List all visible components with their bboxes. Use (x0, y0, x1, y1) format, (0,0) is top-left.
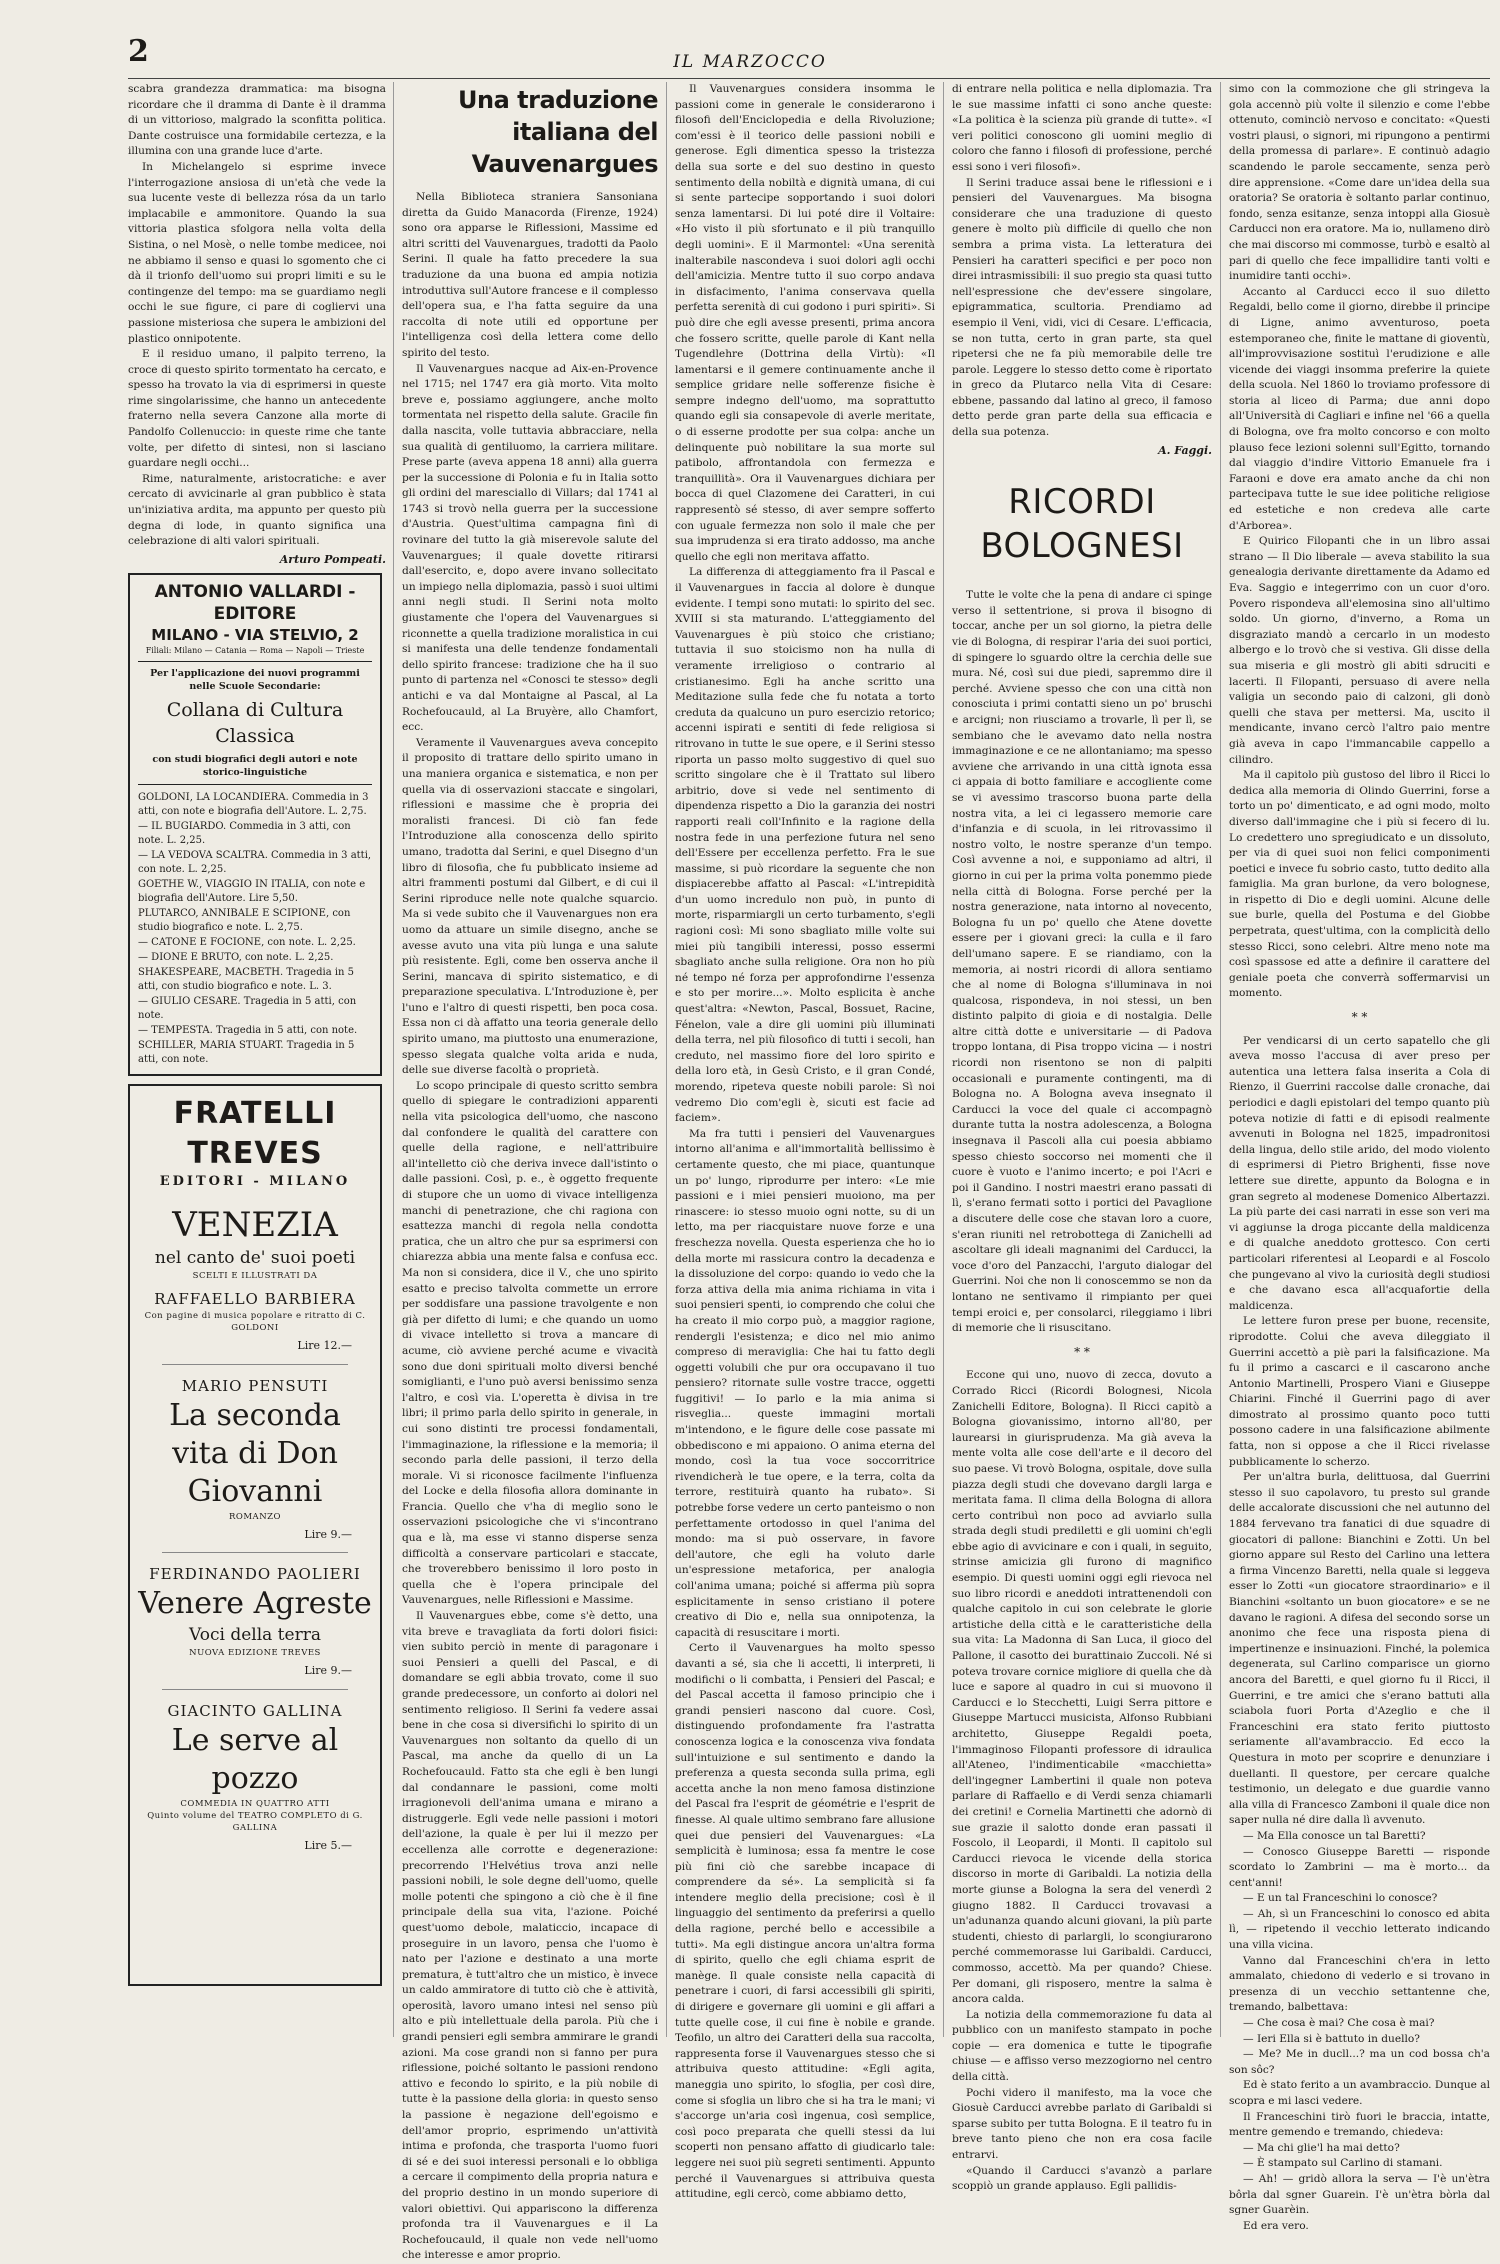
section-separator: * * (1074, 1344, 1090, 1359)
paragraph: In Michelangelo si esprime invece l'interrogazione ansiosa di un'età che vede la sua lucente veste di bellezza rósa da un tarlo implacabile e ammonitore. Quando la sua vittoria plastica sfolgora nella volta della Sistina, o nel Mosè, o nelle tombe medicee, noi ne abbiamo il senso e quasi lo sgomento che ci dà il trionfo dell'uomo sui propri limiti e su le contingenze del tempo: ma se guardiamo negli occhi le sue figure, ci pare di cogliervi una passione misteriosa che supera le ambizioni del plastico onnipotente. (128, 160, 386, 345)
paragraph: Accanto al Carducci ecco il suo diletto Regaldi, bello come il giorno, direbbe il principe di Ligne, animo avventuroso, poeta estemporaneo che, finite le mattane di gioventù, all'improvvisazione sostituì l'erudizione e alle vicende dei viaggi insomma preferire la quiete della scuola. Nel 1860 lo troviamo professore di storia al liceo di Parma; due anni dopo all'Università di Cagliari e infine nel '66 a quella di Bologna, ove fra molto concorso e con molto plauso fece lezioni solenni sull'Egitto, tornando dal viaggio d'indire Vittorio Emanuele fra i Faraoni e dove era amato anche da chi non partecipava tutte le sue idee politiche religiose ed estetiche e non credeva alle carte d'Arborea». (1229, 285, 1490, 532)
paragraph: Eccone qui uno, nuovo di zecca, dovuto a Corrado Ricci (Ricordi Bolognesi, Nicola Zanichelli Editore, Bologna). Il Ricci capitò a Bologna giovanissimo, intorno all'80, per laurearsi in giurisprudenza. Ma già aveva la mente volta alle cose dell'arte e il decoro del suo paese. Vi trovò Bologna, ospitale, dove sulla piazza degli studi che dovevano dargli larga e meritata fama. Il clima della Bologna di allora certo contribuì non poco ad avviarlo sulla strada degli studi prediletti e gli uomini ch'egli ebbe agio di avvicinare e con i quali, in seguito, strinse amicizia gli furono di magnifico esempio. Di questi uomini oggi egli rievoca nel suo libro ricordi e aneddoti intrattenendoli con qualche capitolo in cui son celebrate le glorie artistiche della città e le caratteristiche della sua vita: La Madonna di San Luca, il gioco del Pallone, il casotto dei burattinaio Zuccoli. Né si poteva trovare cornice migliore di quella che dà luce e sapore al quadro in cui si muovono il Carducci e lo Stecchetti, Luigi Serra pittore e Giuseppe Martucci musicista, Alfonso Rubbiani architetto, Giuseppe Regaldi poeta, l'immaginoso Filopanti professore di idraulica all'Ateneo, l'indimenticabile «macchietta» dell'ingegner Lambertini il quale non poteva parlare di Raffaello e di Verdi senza chiamarli dei cretini! e Cornelia Martinetti che adornò di sue grazie il salotto donde eran passati il Foscolo, il Leopardi, il Monti. Il capitolo sul Carducci rievoca le vicende della storica discorso in morte di Garibaldi. La notizia della morte giunse a Bologna la sera del venerdì 2 giugno 1882. Il Carducci trovavasi a un'adunanza quando alcuni giovani, la più parte studenti, chiesto di parlargli, lo scongiurarono perché commemorasse lui Garibaldi. Carducci, commosso, accettò. Ma per quando? Chiese. Per domani, gli risposero, mentre la salma è ancora calda. (952, 1369, 1212, 2006)
book-note: ROMANZO (228, 1511, 282, 1522)
column-4 (952, 82, 1212, 2193)
ad-divider (138, 784, 372, 785)
vallardi-subtitle: con studi biografici degli autori e note storico-linguistiche (152, 754, 358, 779)
book-subtitle: Voci della terra (189, 1625, 321, 1646)
paragraph: Certo il Vauvenargues ha molto spesso davanti a sé, sia che li accetti, li interpreti, li modifichi o li combatta, i Pensieri del Pascal; e del Pascal accetta il famoso principio che i grandi pensieri nascono dal cuore. Così, distinguendo profondamente fra l'astratta conoscenza logica e la conoscenza viva fondata sull'intuizione e sul sentimento e dando la preferenza a questa seconda sulla prima, egli accetta anche la non meno famosa distinzione del Pascal fra l'esprit de géométrie e l'esprit de finesse. Al quale ultimo sembrano fare allusione quei due pensieri del Vauvenargues: «La semplicità è luminosa; essa fa mentre le cose più fini ciò che sarebbe incapace di comprendere da sé». La semplicità si fa intendere meglio della precisione; così è il linguaggio del sentimento da preferirsi a quello della ragione, perché bello e accessibile a tutti». Ma egli distingue ancora un'altra forma di spirito, quello che egli chiama esprit de manège. Il quale consiste nella capacità di penetrare i cuori, di farsi accessibili gli spiriti, di dirigere e governare gli uomini e gli affari a tutte quelle cose, il cui fine è nobile e grande. Teofilo, un altro dei Caratteri della sua raccolta, rappresenta forse il Vauvenargues stesso che si attribuiva questo attitudine: «Egli agita, maneggia uno spirito, lo sfoglia, per così dire, come si sfoglia un libro che si ha tra le mani; vi s'accorge un'aria così ingenua, così semplice, così poco preparata che quelli stessi da lui scoperti non pensano affatto di giudicarlo tale: leggere nei suoi più segreti sentimenti. Appunto perché il Vauvenargues si attribuiva questa attitudine, egli cercò, come abbiamo detto, (675, 1642, 935, 2201)
paragraph: Il Vauvenargues nacque ad Aix-en-Provence nel 1715; nel 1747 era già morto. Vita molto breve e, possiamo aggiungere, anche molto tormentata nel rispetto della salute. Gracile fin dalla nascita, volle tuttavia abbracciare, nella sua qualità di gentiluomo, la carriera militare. Prese parte (aveva appena 18 anni) alla guerra per la successione di Polonia e fu in Italia sotto gli ordini del maresciallo di Villars; dal 1741 al 1743 si trovò nella guerra per la successione d'Austria. Quest'ultima campagna finì di rovinare del tutto la già miserevole salute del Vauvenargues; il quale dovette ritirarsi dall'esercito, e, dopo avere invano sollecitato un impiego nella diplomazia, passò i suoi ultimi anni negli studi. Il Serini nota molto giustamente che l'opera del Vauvenargues si riconnette a quella tradizione moralistica in cui si manifesta una delle tendenze fondamentali dello spirito francese: tradizione che ha il suo punto di partenza nel «Conosci te stesso» degli antichi e va dal Montaigne al Pascal, al La Rochefoucauld, al La Bruyère, allo Chamfort, ecc. (402, 362, 658, 734)
column-divider (393, 82, 394, 2037)
list-item: — DIONE E BRUTO, con note. L. 2,25. (138, 952, 334, 964)
paragraph: scabra grandezza drammatica: ma bisogna ricordare che il dramma di Dante è il dramma di un vittorioso, malgrado la sconfitta politica. Dante costruisce una formidabile certezza, e la illumina con una grande luce d'arte. (128, 83, 386, 158)
column-divider (943, 82, 944, 2037)
author-signature: A. Faggi. (1158, 443, 1212, 457)
list-item: GOETHE W., VIAGGIO IN ITALIA, con note e biografia dell'Autore. Lire 5,50. (138, 879, 366, 905)
list-item: — CATONE E FOCIONE, con note. L. 2,25. (138, 937, 356, 949)
paragraph: Il Serini traduce assai bene le riflessioni e i pensieri del Vauvenargues. Ma bisogna considerare che una traduzione di questo genere è molto più difficile di quello che non sembra a prima vista. La letteratura dei Pensieri ha caratteri specifici e per poco non direi intrasmissibili: il suo pregio sta quasi tutto nell'espressione che dev'essere singolare, epigrammatica, scultoria. Prendiamo ad esempio il Veni, vidi, vici di Cesare. L'efficacia, se non tutta, certo in gran parte, sta quel ripetersi che ne fa più memorabile delle tre parole. Leggere lo stesso detto come è riportato in greco da Plutarco nella Vita di Cesare: ebbene, passando dal latino al greco, il famoso detto perde gran parte della sua efficacia e della sua potenza. (952, 176, 1212, 439)
header-rule (128, 78, 1490, 79)
paragraph: E Quirico Filopanti che in un libro assai strano — Il Dio liberale — aveva stabilito la sua genealogia derivante direttamente da Adamo ed Eva. Saggio e integerrimo con un cuor d'oro. Povero rispondeva all'elemosina sino all'ultimo soldo. Un giorno, d'inverno, a Roma un disgraziato mandò a cercarlo in un modesto albergo e lo trovò che si vestiva. Gli disse della sua miseria e gli mostrò gli abiti sdruciti e lacerti. Il Filopanti, persuaso di avere nella valigia un secondo paio di calzoni, gli donò quelli che stava per mettersi. Ma, uscito il mendicante, invano cercò l'altro paio mentre già aveva in capo l'immancabile cappello a cilindro. (1229, 535, 1490, 766)
book-author: GIACINTO GALLINA (167, 1701, 343, 1720)
paragraph: Il Franceschini tirò fuori le braccia, intatte, mentre gemendo e tremando, chiedeva: (1229, 2110, 1490, 2139)
treves-publisher: FRATELLI TREVES (173, 1096, 337, 1172)
column-divider (1220, 82, 1221, 2037)
pompeati-article-end (128, 82, 386, 567)
author-signature: Arturo Pompeati. (279, 552, 386, 566)
paragraph: Le lettere furon prese per buone, recensite, riprodotte. Colui che aveva dileggiato il Guerrini accettò a piè pari la falsificazione. Ma fu il primo a cascarci e il cascarono anche Antonio Martinelli, Prospero Viani e Giuseppe Chiarini. Finché il Guerrini pago di aver dimostrato al prossimo quanto poco tutti possono cadere in una falsificazione abilmente fatta, non si oppose a che il Ricci rivelasse pubblicamente lo scherzo. (1229, 1315, 1490, 1468)
book-don-giovanni (138, 1375, 372, 1543)
list-item: — LA VEDOVA SCALTRA. Commedia in 3 atti, con note. L. 2,25. (138, 850, 372, 876)
ad-divider (162, 1689, 348, 1690)
book-price: Lire 12.— (297, 1339, 352, 1352)
paragraph: Pochi videro il manifesto, ma la voce che Giosuè Carducci avrebbe parlato di Garibaldi si sparse subito per tutta Bologna. E il teatro fu in breve tanto pieno che non era cosa facile entrarvi. (952, 2086, 1212, 2162)
book-serve-al-pozzo (138, 1700, 372, 1854)
dialogue-line: — Ma chi glie'l ha mai detto? (1243, 2141, 1400, 2154)
list-item: — IL BUGIARDO. Commedia in 3 atti, con note. L. 2,25. (138, 821, 351, 847)
paragraph: La differenza di atteggiamento fra il Pascal e il Vauvenargues in faccia al dolore è dunque evidente. I tempi sono mutati: lo spirito del sec. XVIII si sta maturando. L'atteggiamento del Vauvenargues è più stoico che cristiano; tuttavia il suo stoicismo non ha nulla di veramente irreligioso o contrario al cristianesimo. Egli ha anche scritto una Meditazione sulla fede che fu notata a torto creduta da qualcuno un puro esercizio retorico; accenni ispirati e sentiti di fede religiosa si ritrovano in tutte le sue opere, e il Serini stesso riporta un passo molto suggestivo di quel suo scritto singolare che è il Trattato sul libero arbitrio, dove si vede nel sentimento di dipendenza rispetto a Dio la garanzia dei nostri rapporti reali coll'Infinito e la ragione della nostra fede in una perfezione futura nel seno dell'Essere per eccellenza perfetto. Fra le sue massime, si può ricordare la seguente che non dispiacerebbe affatto al Pascal: «L'intrepidità d'un uomo incredulo non può, in punto di morte, risparmiargli un certo turbamento, s'egli ragioni così: Mi sono sbagliato mille volte sui miei più tangibili interessi, posso essermi sbagliato anche sulla religione. Ora non ho più né tempo né forza per approfondirne l'essenza e sto per morire...». Molto esplicita è anche quest'altra: «Newton, Pascal, Bossuet, Racine, Fénelon, vale a dire gli uomini più illuminati della terra, nel più filosofico di tutti i secoli, han creduto, nel massimo fiore del loro spirito e della loro età, in Gesù Cristo, e il gran Condé, morendo, ripeteva queste nobili parole: Sì noi vedremo Dio com'egli è, sicuti est facie ad faciem». (675, 566, 935, 1125)
book-title: Le serve al pozzo (171, 1722, 339, 1796)
book-price: Lire 9.— (304, 1664, 352, 1678)
book-extra: Con pagine di musica popolare e ritratto di C. GOLDONI (144, 1311, 366, 1333)
list-item: — TEMPESTA. Tragedia in 5 atti, con note. (138, 1025, 358, 1037)
dialogue-line: — Ah, sì un Franceschini lo conosco ed abita lì, — ripetendo il vecchio letterato indicando una villa vicina. (1229, 1907, 1490, 1952)
paragraph: «Quando il Carducci s'avanzò a parlare scoppiò un grande applauso. Egli pallidis- (952, 2164, 1212, 2193)
paragraph: Vanno dal Franceschini ch'era in letto ammalato, chiedono di vederlo e si trovano in presenza di un vecchio settantenne che, tremando, balbettava: (1229, 1954, 1490, 2014)
book-venere-agreste (138, 1563, 372, 1679)
paragraph: di entrare nella politica e nella diplomazia. Tra le sue massime infatti ci sono anche queste: «La politica è la scienza più grande di tutte». «I veri politici conoscono gli uomini meglio di coloro che fanno i filosofi di professione, perché essi sono i veri filosofi». (952, 83, 1212, 173)
paragraph: Ma il capitolo più gustoso del libro il Ricci lo dedica alla memoria di Olindo Guerrini, forse a torto un po' dimenticato, e ad ogni modo, molto diverso dall'immagine che i più si fecero di lu. Lo credettero uno spregiudicato e un dissoluto, per via di quei suoi non felici componimenti poetici e invece fu sobrio casto, tutto dedito alla famiglia. Ma gran burlone, da vero bolognese, in rispetto di Dio e degli uomini. Alcune delle sue burle, quella del Postuma e del Giobbe perpetrata, quest'ultima, con la complicità dello stesso Ricci, sono celebri. Altre meno note ma così spassose ed atte a definire il carattere del geniale poeta che converrà soffermarvisi un momento. (1229, 769, 1490, 1000)
paragraph: Per un'altra burla, delittuosa, dal Guerrini stesso il suo capolavoro, tu presto sul grande delle accalorate discussioni che nel autunno del 1884 fervevano tra fanatici di due squadre di giocatori di pallone: Bianchini e Zotti. Un bel giorno appare sul Resto del Carlino una lettera a firma Vincenzo Baretti, nella quale si leggeva esser lo Zotti «un giocatore straordinario» e il Bianchini «soltanto un buon giocatore» e se ne davano le ragioni. A difesa del secondo sorse un anonimo che fece una risposta piena di impertinenze e insinuazioni. Finché, la polemica degenerata, sul Carlino comparisce un giorno ancora del Baretti, e quel giorno fu il Ricci, il Guerrini, e tre amici che s'erano battuti alla sciabola fuori Porta d'Azeglio e che il Franceschini era stato ferito piuttosto seriamente all'avambraccio. Ed ecco la Questura in moto per scoprire e denunziare i duellanti. Il questore, per cercare qualche testimonio, un delegato e due guardie vanno alla villa di Francesco Zamboni il quale dice non saper nulla né dire dalla lì avvenuto. (1229, 1471, 1490, 1827)
list-item: SCHILLER, MARIA STUART. Tragedia in 5 atti, con note. (138, 1040, 355, 1066)
ad-divider (138, 661, 372, 662)
book-title: La seconda vita di Don Giovanni (169, 1397, 341, 1509)
paragraph: Ed era vero. (1243, 2219, 1309, 2232)
book-note: COMMEDIA IN QUATTRO ATTI (180, 1798, 330, 1809)
paragraph: E il residuo umano, il palpito terreno, la croce di questo spirito tormentato ha cercato, e spesso ha trovato la via di esprimersi in queste rime singolarissime, che hanno un antecedente fraterno nella severa Canzone alla morte di Pandolfo Collenuccio: in queste rime che tante volte, per difetto di sintesi, non si lasciano guardare negli occhi... (128, 348, 386, 470)
book-note: NUOVA EDIZIONE TREVES (189, 1648, 321, 1659)
paragraph: Ma fra tutti i pensieri del Vauvenargues intorno all'anima e all'immortalità bellissimo è certamente questo, che mi piace, quantunque un po' lungo, riprodurre per intero: «Le mie passioni e i miei pensieri muoiono, ma per rinascere: io stesso muoio ogni notte, su di un letto, ma per riacquistare nuove forze e una freschezza novella. Questa esperienza che ho io della morte mi rassicura contro la decadenza e la dissoluzione del corpo: quando io vedo che la forza attiva della mia anima richiama in vita i suoi pensieri spenti, io comprendo che colui che ha creato il mio corpo può, a maggior ragione, rendergli l'esistenza; e dico nel mio animo compreso di meraviglia: Che hai tu fatto degli oggetti volubili che pur ora occupavano il tuo pensiero? ritornate sulle vostre tracce, oggetti fuggitivi! — Io parlo e la mia anima si risveglia... queste immagini mortali m'intendono, e le figure delle cose passate mi obbediscono e mi appaiono. O anima eterna del mondo, così la tua voce soccorritrice rivendicherà le tue opere, e la terra, colta da terrore, restituirà quanto ha rubato». Si potrebbe forse vedere un certo panteismo o non perfettamente ortodosso in quel l'anima del mondo: ma si può osservare, in favore dell'autore, che egli ha voluto darle un'espressione metaforica, per analogia coll'anima umana; poiché si afferma più sopra esplicitamente in senso cristiano il potere creativo di Dio e, nella sua onnipotenza, la capacità di resuscitare i morti. (675, 1127, 935, 1639)
list-item: SHAKESPEARE, MACBETH. Tragedia in 5 atti, con studio biografico e note. L. 3. (138, 967, 355, 993)
paragraph: Il Vauvenargues considera insomma le passioni come in generale le considerarono i filosofi dell'Enciclopedia e della Rivoluzione; com'essi è il teorico delle passioni nobili e generose. Egli dimentica spesso la tristezza della sua sorte e del suo destino in questo sentimento della nobiltà e dignità umana, di cui si sente partecipe sopportando i suoi dolori senza lamentarsi. Di lui poté dire il Voltaire: «Ho visto il più sfortunato e il più tranquillo degli uomini». E il Marmontel: «Una serenità inalterabile nascondeva i suoi dolori agli occhi dell'amicizia. Mentre tutto il suo corpo andava in disfacimento, l'anima conservava quella perfetta serenità di cui godono i puri spiriti». Si può dire che egli avesse presenti, prima ancora che fossero scritte, quelle parole di Kant nella Tugendlehre (Dottrina della Virtù): «Il lamentarsi e il gemere continuamente anche il semplice gridare nelle sofferenze fisiche è sempre indegno dell'uomo, ma soprattutto quando egli sia consapevole di averle meritate, o di esserne prodotte per sua colpa: anche un delinquente può nobilitare la sua morte sul patibolo, affrontandola con fermezza e tranquillità». Ora il Vauvenargues dichiara per bocca di quel Clazomene dei Caratteri, in cui rappresentò sé stesso, di aver sempre sofferto con uguale fermezza non solo il male che per sua imprudenza si era tirato addosso, ma anche quello che egli non meritava affatto. (675, 83, 935, 563)
section-separator: * * (1351, 1010, 1368, 1025)
dialogue-line: — Ieri Ella si è battuto in duello? (1243, 2032, 1420, 2045)
column-2 (402, 82, 658, 2262)
list-item: GOLDONI, LA LOCANDIERA. Commedia in 3 atti, con note e biografia dell'Autore. L. 2,75. (138, 792, 369, 818)
paragraph: Nella Biblioteca straniera Sansoniana diretta da Guido Manacorda (Firenze, 1924) sono ora apparse le Riflessioni, Massime ed altri scritti del Vauvenargues, tradotti da Paolo Serini. Il quale ha fatto precedere la sua traduzione da una buona ed ampia notizia introduttiva sull'Autore francese e il complesso dell'opera sua, e l'ha fatta seguire da una raccolta di note utili ed opportune per l'intelligenza così della lettera come dello spirito del testo. (402, 191, 658, 359)
vallardi-address: MILANO - VIA STELVIO, 2 (151, 626, 359, 645)
dialogue-line: — Me? Me in ducll...? ma un cod bossa ch'a son sôc? (1229, 2048, 1490, 2076)
list-item: — GIULIO CESARE. Tragedia in 5 atti, con note. (138, 996, 357, 1022)
book-note: SCELTI E ILLUSTRATI DA (192, 1271, 318, 1281)
dialogue-line: — Che cosa è mai? Che cosa è mai? (1243, 2017, 1435, 2030)
book-price: Lire 5.— (304, 1838, 352, 1852)
vallardi-book-list (138, 791, 372, 1067)
paragraph: Lo scopo principale di questo scritto sembra quello di spiegare le contradizioni apparenti nella vita psicologica dell'uomo, che nascono dal confondere le qualità del carattere con quelle della ragione, e nell'attribuire all'intelletto ciò che deriva invece dall'istinto o dalle passioni. Così, p. e., è oggetto frequente di stupore che un uomo di vivace intelligenza manchi di penetrazione, che chi ragiona con esattezza manchi di regola nella condotta pratica, che un altro che pur sa esprimersi con chiarezza abbia una mente falsa e confusa ecc. Ma non si considera, dice il V., che uno spirito esatto e preciso talvolta commette un errore per soddisfare una passione travolgente e non già per difetto di lumi; e che quando un uomo di vivace intelletto si trova a mancare di acume, ciò avviene perché acume e vivacità sono due doni spirituali molto diversi benché somiglianti, e l'uno può aversi benissimo senza l'altro, e così via. L'operetta è divisa in tre libri; il primo parla dello spirito in generale, in cui sono distinti tre processi fondamentali, l'immaginazione, la riflessione e la memoria; il secondo parla delle passioni, il terzo della morale. Vi si riconosce facilmente l'influenza del Locke e della filosofia allora dominante in Francia. Quello che v'ha di meglio sono le osservazioni psicologiche che vi s'incontrano qua e là, ma esse vi stanno disperse senza difficoltà a conservare particolari e staccate, che troverebbero benissimo il loro posto in quella che è l'opera principale del Vauvenargues, nelle Riflessioni e Massime. (402, 1079, 658, 1607)
dialogue-line: — È stampato sul Carlino di stamani. (1243, 2157, 1443, 2170)
ad-divider (162, 1364, 348, 1365)
vallardi-intro: Per l'applicazione dei nuovi programmi nelle Scuole Secondarie: (150, 668, 360, 693)
book-author: MARIO PENSUTI (181, 1376, 329, 1395)
vallardi-branches: Filiali: Milano — Catania — Roma — Napoli — Trieste (145, 646, 365, 656)
paragraph: Ed è stato ferito a un avambraccio. Dunque al scopra e mi lasci vedere. (1229, 2079, 1490, 2107)
column-divider (666, 82, 667, 2037)
paragraph: simo con la commozione che gli stringeva la gola accennò più volte il silenzio e come l'ebbe ottenuto, cominciò nervoso e concitato: «Questi vostri plausi, o signori, mi ripungono a pentirmi della promessa di parlare». E continuò adagio scandendo le parole seccamente, senza però dire apprensione. «Come dare un'idea della sua oratoria? Se oratoria è soltanto parlar continuo, fondo, senza esitanze, senza intoppi alla Giosuè Carducci non era oratore. Ma io, nullameno dirò che mai discorso mi commosse, turbò e esaltò al pari di quello che fece impallidire tanti volti e inumidire tanti occhi». (1229, 83, 1490, 283)
column-5 (1229, 82, 1490, 2232)
book-title: VENEZIA (172, 1205, 338, 1245)
list-item: PLUTARCO, ANNIBALE E SCIPIONE, con studio biografico e note. L. 2,75. (138, 908, 351, 934)
dialogue-line: — Ah! — gridò allora la serva — I'è un'ètra bôrla dal sgner Guarein. I'è un'ètra bòrla dal sgner Guarèin. (1229, 2172, 1490, 2217)
column-1 (128, 82, 386, 2037)
dialogue-line: — Conosco Giuseppe Baretti — risponde scordato lo Zambrini — ma è morto... da cent'anni! (1229, 1845, 1490, 1889)
book-price: Lire 9.— (304, 1527, 352, 1541)
book-author: RAFFAELLO BARBIERA (154, 1290, 356, 1308)
book-title: Venere Agreste (138, 1586, 372, 1622)
article-title: RICORDI BOLOGNESI (980, 482, 1184, 567)
book-venezia (138, 1204, 372, 1354)
article-title: Una traduzione italiana del Vauvenargues (458, 86, 658, 178)
paragraph: La notizia della commemorazione fu data al pubblico con un manifesto stampato in poche copie — era domenica e tutte le tipografie chiuse — e affisso verso mezzogiorno nel centro della città. (952, 2008, 1212, 2084)
page-number: 2 (128, 34, 149, 69)
vallardi-advertisement (128, 573, 382, 1076)
masthead: IL MARZOCCO (673, 52, 827, 72)
column-3 (675, 82, 935, 2201)
paragraph: Rime, naturalmente, aristocratiche: e aver cercato di avvicinarle al gran pubblico è stata un'iniziativa ardita, ma appunto per questo più degna di lode, in quanto significa una celebrazione di alti valori spirituali. (128, 472, 386, 548)
paragraph: Tutte le volte che la pena di andare ci spinge verso il settentrione, si prova il bisogno di toccar, anche per un sol giorno, la pietra delle vie di Bologna, di respirar l'aria dei suoi portici, di spingere lo sguardo oltre la cerchia delle sue mura. Né, così sui due piedi, sapremmo dire il perché. Avviene spesso che con una città non conosciuta i primi contatti sieno un po' bruschi e arcigni; non riusciamo a trovarle, lì per lì, se sembiano che le avevamo dato nella nostra immaginazione e ce ne allontaniamo; ma spesso avviene che arrivando in una città ignota essa ci appaia di botto familiare e accogliente come se vi avessimo trascorso buona parte della nostra vita, a lei ci legassero memorie care d'infanzia e di scuola, in lei ritrovassimo il nostro volto, le nostre speranze d'un tempo. Così avvenne a noi, e supponiamo ad altri, il giorno in cui per la prima volta ponemmo piede nella città di Bologna. Forse perché per la nostra generazione, nata intorno al novecento, Bologna fu un po' quello che Atene dovette essere per i giovani greci: la culla e il faro dell'umano sapere. E se riandiamo, con la memoria, ai nostri ricordi di allora sentiamo che al nome di Bologna s'illuminava in noi qualcosa, rispondeva, in noi stessi, un ben distinto palpito di gioia e di nostalgia. Delle altre città dotte e universitarie — di Padova troppo lontana, di Pisa troppo vicina — i nostri ricordi non risentono se non di palpiti occasionali e puramente contingenti, ma di Bologna no. A Bologna aveva insegnato il Carducci la voce del quale ci accompagnò durante tutta la nostra adolescenza, a Bologna insegnava il Pascoli alla cui poesia abbiamo spesso chiesto soccorso nei momenti che il cuore è vuoto e l'animo incerto; e poi l'Acri e poi il Gandino. I nostri maestri erano passati di lì, s'erano fermati sotto i portici del Pavaglione a discutere delle cose che stavan loro a cuore, s'eran riuniti nel retrobottega di Zanichelli ad ascoltare gli ideali magnanimi del Carducci, la voce d'oro del Panzacchi, l'arguto dialogar del Guerrini. Noi che non li conoscemmo se non da lontano ne sentivamo il rimpianto per quei tempi eroici e, per consolarci, rileggiamo i libri di memorie che li risuscitano. (952, 589, 1212, 1335)
paragraph: Il Vauvenargues ebbe, come s'è detto, una vita breve e travagliata da forti dolori fisici: vien subito perciò in mente di paragonare i suoi Pensieri a quelli del Pascal, e di domandare se egli abbia trovato, come il suo grande predecessore, un conforto ai dolori nel sentimento religioso. Il Serini fa vedere assai bene in che cosa si diversifichi lo spirito di un Vauvenargues non soltanto da quello di un Pascal, ma anche da quello di un La Rochefoucauld. Fatto sta che egli è ben lungi dal condannare le passioni, come molti irragionevoli dell'anima umana e mirano a distruggerle. Egli vede nelle passioni i motori dell'azione, la quale è per lui il mezzo per eccellenza alle corrotte e degenerazione: precorrendo l'Helvétius trova anzi nelle passioni nobili, le sole degne dell'uomo, quelle molle potenti che spingono a ciò che è il fine principale della sua vita, l'azione. Poiché quest'uomo debole, malaticcio, incapace di proseguire in un lavoro, pensa che l'uomo è nato per l'azione e destinato a una morte prematura, è tutt'altro che un mistico, è invece un caldo ammiratore di tutto ciò che è attività, operosità, lavoro umano intesi nel senso più alto e più intellettuale della parola. Più che i grandi pensieri egli sembra ammirare le grandi azioni. Ma cose grandi non si fanno per pura riflessione, poiché soltanto le passioni rendono attivo e fecondo lo spirito, e la più nobile di tutte è la passione della gloria: in questo senso la passione è negazione dell'egoismo e dell'amor proprio, esprimendo un'attività intima e profonda, che trasporta l'uomo fuori di sé e dei suoi interessi personali e lo obbliga a cercare il compimento della propria natura e del proprio destino in un mondo superiore di valori obiettivi. Qui appariscono la differenza profonda tra il Vauvenargues e il La Rochefoucauld, il quale non vede nell'uomo che interesse e amor proprio. (402, 1610, 658, 2262)
paragraph: Veramente il Vauvenargues aveva concepito il proposito di trattare dello spirito umano in una maniera organica e sistematica, e non per quella via di osservazioni staccate e singolari, riflessioni e massime che è propria dei moralisti francesi. Di ciò fan fede l'Introduzione alla conoscenza dello spirito umano, tradotta dal Serini, e quel Disegno d'un libro di filosofia, che fu pubblicato insieme ad altri frammenti postumi dal Gilbert, e di cui il Serini riproduce nelle note qualche squarcio. Ma si vede subito che il Vauvenargues non era uomo da attuare un simile disegno, anche se avesse avuto una vita più lunga e una salute più resistente. Egli, come ben osserva anche il Serini, mancava di spirito sistematico, e di preparazione speculativa. L'Introduzione è, per l'uno e l'altro di questi rispetti, ben poca cosa. Essa non ci dà affatto una teoria generale dello spirito umano, ma piuttosto una enumerazione, spesso slegata qualche volta arida e nuda, delle sue diverse facoltà o proprietà. (402, 736, 658, 1077)
vallardi-publisher: ANTONIO VALLARDI - EDITORE (154, 582, 356, 625)
dialogue-line: — E un tal Franceschini lo conosce? (1243, 1892, 1438, 1905)
book-author: FERDINANDO PAOLIERI (149, 1565, 361, 1584)
treves-city: EDITORI - MILANO (159, 1174, 351, 1190)
vallardi-collection: Collana di Cultura Classica (166, 699, 344, 748)
book-extra: Quinto volume del TEATRO COMPLETO di G. GALLINA (147, 1810, 363, 1833)
ad-divider (162, 1552, 348, 1553)
paragraph: Per vendicarsi di un certo sapatello che gli aveva mosso l'accusa di aver preso per autentica una lettera falsa inserita a Cola di Rienzo, il Guerrini raccolse dalle cronache, dai periodici e dagli epistolari del tempo quanto più poteva notizie di fatti e di episodi realmente avvenuti in Bologna nel 1825, impadronitosi della lingua, dello stile arido, del modo violento di esprimersi di Pietro Brighenti, fisse nove lettere sue dirette, appunto da Bologna e in gran segreto al modenese Domenico Albertazzi. La più parte dei casi narrati in esse son veri ma vi aggiunse la droga piccante della maldicenza e di qualche aneddoto grottesco. Con certi particolari riferentesi al Leopardi e al Foscolo che pungevano al vivo la curiosità degli studiosi e che davano esca all'acquafortie della maldicenza. (1229, 1034, 1490, 1312)
treves-advertisement (128, 1084, 382, 1986)
dialogue-line: — Ma Ella conosce un tal Baretti? (1243, 1829, 1426, 1842)
book-subtitle: nel canto de' suoi poeti (154, 1248, 356, 1268)
